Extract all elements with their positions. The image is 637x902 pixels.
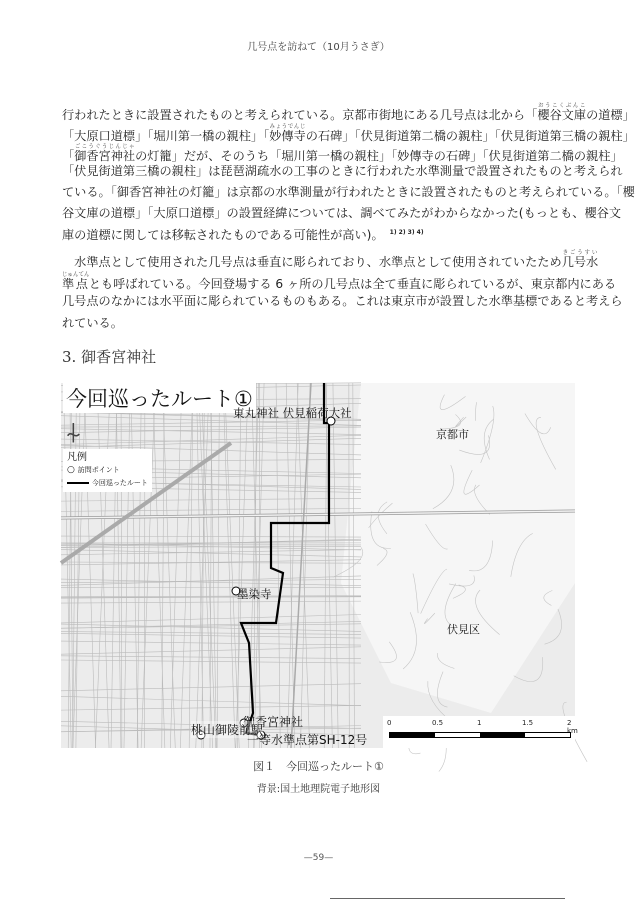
line-text: 庫の道標に関しては移転されたものである可能性が高い)。 <box>62 228 384 243</box>
line-text: の灯籠」だが、そのうち「堀川第一橋の親柱」「妙傳寺の石碑」「伏見街道第二橋の親柱」 <box>135 149 623 163</box>
label-gokonomiya: 御香宮神社 <box>243 715 304 729</box>
ruby-annotation <box>269 124 306 143</box>
section-title: 3. 御香宮神社 <box>62 348 157 366</box>
label-kyoto-city: 京都市 <box>436 428 469 441</box>
label-benchmark: 一等水準点第SH-12号 <box>247 733 368 747</box>
label-fushimi-ku: 伏見区 <box>447 623 480 636</box>
ruby-annotation <box>62 272 90 291</box>
line-text: 「大原口道標」「堀川第一橋の親柱」「 <box>62 129 270 143</box>
legend-point: 訪問ポイント <box>77 466 120 474</box>
page-number: —59— <box>303 853 334 863</box>
line-text: 「 <box>62 149 75 163</box>
ruby-base: 御香宮神社 <box>74 149 136 163</box>
line-text: 「伏見街道第三橋の親柱」は琵琶湖疏水の工事のときに行われた水準測量で設置されたものと考えられ <box>62 164 623 178</box>
text-line <box>62 144 623 163</box>
text-line <box>62 294 623 308</box>
text-line <box>62 250 599 269</box>
ruby-text: じゅんてん <box>62 272 90 278</box>
ruby-text: ごこうぐうじんじゃ <box>74 144 136 150</box>
scale-tick-label: 1.5 <box>522 719 534 727</box>
text-line <box>62 226 576 242</box>
line-text: の道標」 <box>586 108 635 122</box>
text-line <box>62 124 635 143</box>
bottom-rule <box>330 898 565 899</box>
ruby-annotation <box>537 103 587 122</box>
map-title: 今回巡ったルート① <box>63 383 256 413</box>
legend-route: 今回巡ったルート <box>91 479 148 487</box>
line-text: 行われたときに設置されたものと考えられている。京都市街地にある几号点は北から「 <box>62 108 538 122</box>
text-line <box>62 316 576 330</box>
scale-tick-label: 1 <box>477 719 482 727</box>
map-legend <box>63 449 152 492</box>
line-text: 谷文庫の道標」「大原口道標」の設置経緯については、調べてみたがわからなかった(もっとも、櫻谷文 <box>62 206 622 220</box>
reference-marks: 1) 2) 3) 4) <box>389 229 424 236</box>
text-line <box>62 103 635 122</box>
ruby-base: 準点 <box>62 277 90 291</box>
scale-bar <box>383 716 578 748</box>
label-bokusenji: 墨染寺 <box>237 587 272 601</box>
line-text: ている。「御香宮神社の灯籠」は京都の水準測量が行われたときに設置されたものと考えられている。「櫻 <box>62 185 635 199</box>
ruby-base: 几号水 <box>561 255 599 269</box>
line-text: 几号点のなかには水平面に彫られているものもある。これは東京市が設置した水準基標であると考えら <box>62 294 623 308</box>
line-text: の石碑」「伏見街道第二橋の親柱」「伏見街道第三橋の親柱」 <box>305 129 635 143</box>
text-line <box>62 272 617 291</box>
line-text: とも呼ばれている。今回登場する 6 ヶ所の几号点は全て垂直に彫られているが、東京都内にある <box>88 277 617 291</box>
ruby-annotation <box>74 144 136 163</box>
route-line-icon <box>67 482 89 484</box>
label-fushimi-inari: 東丸神社 伏見稲荷大社 <box>233 406 352 420</box>
text-line <box>62 206 622 220</box>
line-text: 水準点として使用された几号点は垂直に彫られており、水準点として使用されていたため <box>62 255 562 269</box>
legend-title: 凡例 <box>67 452 87 463</box>
ruby-text: おうこくぶんこ <box>537 103 587 109</box>
route-map <box>61 383 578 748</box>
ruby-base: 妙傳寺 <box>269 129 306 143</box>
ruby-base: 櫻谷文庫 <box>537 108 587 122</box>
label-momoyama-station: 桃山御陵前駅 <box>191 723 264 737</box>
figure-source: 背景:国土地理院電子地形図 <box>256 784 381 795</box>
north-arrow-icon: ⍭ <box>65 416 82 449</box>
line-text: れている。 <box>62 316 123 330</box>
visit-point-icon: ○ <box>67 465 75 475</box>
ruby-text: きごうすい <box>561 250 599 256</box>
figure-caption: 図１ 今回巡ったルート① <box>253 760 384 773</box>
map-background <box>61 383 575 748</box>
scale-tick-label: 0.5 <box>432 719 444 727</box>
scale-tick-label: 0 <box>387 719 392 727</box>
ruby-text: みょうでんじ <box>269 124 306 130</box>
text-line <box>62 164 623 178</box>
text-line <box>62 185 635 199</box>
running-header: 几号点を訪ねて（10月うさぎ） <box>247 42 390 53</box>
ruby-annotation <box>561 250 599 269</box>
scale-tick-label: 2 km <box>567 719 578 735</box>
